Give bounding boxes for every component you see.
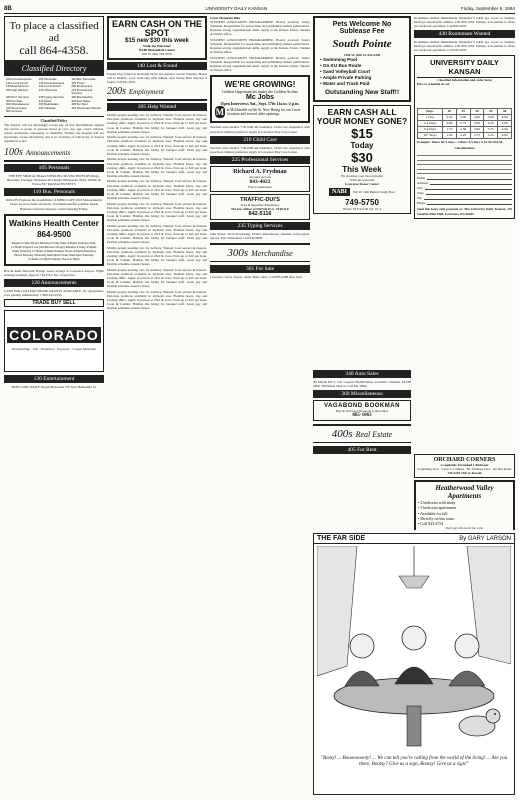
far-side-title-bar xyxy=(314,534,514,544)
rate-cell: 1 Day xyxy=(418,114,443,120)
directory-item: 225 Prof. Services xyxy=(6,94,29,99)
for-sale-text: Loveseat, couch, dresser, desks. Beds, table. Call 865-3489 after 5pm. xyxy=(210,275,303,280)
help-wanted-heading: 205 Help Wanted xyxy=(107,103,207,111)
orchard-list: Swimming Pool · Close to Campus · No Sublease Fees · On Bus Route xyxy=(417,467,512,472)
far-side-author: By GARY LARSON xyxy=(459,535,511,542)
directory-item: 110 Bus. Personals xyxy=(71,77,96,81)
bus-personals-text: DOLLFS Explores the possibilities of MIND CAFE 1016 Massachusetts Street. In-store items wholesale. Excellent benefits possible. Inside Business Lawrence Kansas. Grand Opening Friday. xyxy=(5,198,103,211)
colorado-text: Breckenridge · Vail · Steamboat · Keystone · Copper Mountain xyxy=(12,347,96,352)
rate-cell: 2-4 Days xyxy=(418,120,443,126)
announcements-number: 100s xyxy=(4,147,23,159)
directory-item: 215 Professional Services xyxy=(71,87,93,96)
real-estate-number: 400s xyxy=(331,428,353,441)
plasma-amount-today: $15 xyxy=(351,125,373,141)
seek-paragraph: STUDENT ASSOCIATES PROGRAMMER. Hourly position; Salary Schedule. Responsible for researching and publishing student publications. Requires strong organizational skills. Apply at the Kansas Union, Student Activities office. xyxy=(210,38,310,55)
help-wanted-paragraph: Mobile people needing cars for delivery. Wanted: food servers & bussers. Part-time positions available in Jayhawk area. Flexible hours, day and evening shifts. Apply in person at 23rd & Iowa. Earn up to $10 per hour. Cook & Cashier. Holiday Inn hiring for banquet staff. Great pay and flexible schedule around classes. xyxy=(107,135,207,156)
issue-date: Friday, September 9, 1994 xyxy=(460,6,515,11)
plasma-amount-week: $30 xyxy=(351,149,373,165)
plasma-hours: Hours: M-F 9-6:30 Sat. 10-4 xyxy=(343,206,381,211)
rate-cell: 2.50 xyxy=(456,126,470,132)
order-form xyxy=(414,55,515,219)
rate-header-cell: 25 xyxy=(484,108,498,114)
classified-directory-title: Classified Directory xyxy=(4,61,104,76)
rate-cell: 5.00 xyxy=(484,114,498,120)
orchard-heading: ORCHARD CORNERS xyxy=(433,457,496,463)
typing-heading: 235 Typing Services xyxy=(210,222,310,230)
form-field-line[interactable] xyxy=(426,192,512,195)
masthead-name: UNIVERSITY DAILY KANSAN xyxy=(205,6,268,11)
directory-item: 205 Help Wanted xyxy=(6,87,28,92)
directory-item: 310 Autos xyxy=(38,98,52,103)
earn-cash-walkins: Walk-ins Welcome! xyxy=(142,44,172,48)
rate-cell: 4.25 xyxy=(484,120,498,126)
directory-item: 405 For Rent xyxy=(71,102,88,107)
form-field-label: State xyxy=(417,191,424,196)
order-form-how: How to schedule an ad: xyxy=(417,81,450,86)
rate-header-cell: 20 xyxy=(470,108,484,114)
attorney-phone: 843-4023 xyxy=(249,178,271,185)
misc-heading: 360 Miscellaneous xyxy=(313,390,411,398)
directory-item: 130 Entertainment xyxy=(6,84,29,89)
feature-item: • Ample Private Parking xyxy=(320,75,372,81)
earn-cash-address: 816 W 24th 749-5750 xyxy=(142,52,172,56)
rate-header-cell: 10 xyxy=(442,108,456,114)
directory-item: 115 Lost & Found xyxy=(6,80,28,85)
traffic-heading: TRAFFIC-DUI'S xyxy=(240,196,280,203)
feature-item: • Water and Trash Paid xyxy=(320,81,370,87)
feature-item: • Swimming Pool xyxy=(320,57,358,63)
column-2 xyxy=(107,16,207,796)
help-wanted-paragraph: Mobile people needing cars for delivery. Wanted: food servers & bussers. Part-time positions available in Jayhawk area. Flexible hours, day and evening shifts. Apply in person at 23rd & Iowa. Earn up to $10 per hour. Cook & Cashier. Holiday Inn hiring for banquet staff. Great pay and flexible schedule around classes. xyxy=(107,267,207,289)
plasma-today: Today xyxy=(350,140,374,150)
rate-cell: 5-9 Days xyxy=(418,126,443,132)
teacher-text: Teachers aide needed. 7:30-9:00 am weekdays. Child care experience with preschool children preferred. Apply at Lawrence Day Care Center. xyxy=(210,125,310,134)
personals-heading: 105 Personals xyxy=(4,164,104,172)
real-estate-banner xyxy=(313,424,411,443)
seek-text xyxy=(210,20,310,72)
directory-item: 500 Services xyxy=(6,109,23,114)
directory-item: 360 Miscellaneous xyxy=(6,102,30,107)
attorney-tag: Free Consultation xyxy=(248,184,272,189)
column-4b xyxy=(313,368,411,530)
form-field-label: Address xyxy=(417,181,429,186)
far-side-title: THE FAR SIDE xyxy=(317,535,366,542)
rate-table-body xyxy=(418,114,512,138)
employment-number: 200s xyxy=(107,86,126,98)
earn-cash-heading: EARN CASH ON THE SPOT xyxy=(111,19,202,38)
plasma-phone: 749-5750 xyxy=(345,197,379,207)
auto-sales-text: '84 Mazda RX-7, red, 5-speed. 80,000 miles, excellent condition. $3,200 OBO. '88 Honda CRX si. Call 841-5890. xyxy=(313,380,411,389)
real-estate-word: Real Estate xyxy=(355,429,393,439)
heatherwood-item: • Directly on bus route xyxy=(418,515,455,521)
nabi-row xyxy=(316,188,408,196)
heatherwood-tag: Don't get left out in the cold. xyxy=(445,526,484,530)
directory-item: 235 Typing Services xyxy=(38,94,64,99)
directory-item: 300 Merchandise xyxy=(71,94,93,99)
announcements-word: Announcements xyxy=(25,148,71,157)
earn-cash-ad xyxy=(107,16,207,60)
form-field-label: Zip xyxy=(417,196,422,201)
roommate-wanted-text: Roommate needed immediately. Beautiful 3 bdrm apt. Close to campus, $220 per month plus utilities. Call 865-1234. Female, non-smoker to share two bedroom apartment. Call 843-5678. xyxy=(414,40,515,53)
golden-arches-icon: M xyxy=(215,107,225,118)
directory-item: 125 Travel xyxy=(71,80,85,85)
form-field-phone[interactable] xyxy=(417,201,512,205)
south-pointe-features xyxy=(317,57,407,87)
rate-cell: 2.25 xyxy=(456,132,470,138)
seek-heading: Great Mountain Bike xyxy=(210,16,241,20)
heatherwood-item: • Call 843-4754 xyxy=(418,521,444,527)
rate-header-cell: 30 xyxy=(498,108,512,114)
for-sale-heading: 305 For Sale xyxy=(210,265,310,273)
announcements-banner xyxy=(4,145,104,162)
column-1 xyxy=(4,16,104,796)
bob-kelli-text: Bob & Kelli Discount Flying! Great savings at Lawrence Airport. Flight training available. Open 8-7 M-F 9-5 Sat. Closed Sun. xyxy=(4,268,104,277)
classifications-heading: Classifications xyxy=(454,145,475,150)
vagabond-ad xyxy=(313,400,411,421)
help-wanted-text xyxy=(107,113,207,310)
policy-heading: Classified Policy xyxy=(40,118,68,123)
column-3 xyxy=(210,16,310,796)
for-rent-heading: 405 For Rent xyxy=(313,446,411,454)
traffic-phone: 842-5116 xyxy=(248,211,272,218)
rate-cell: 6.00 xyxy=(498,114,512,120)
child-care-heading: 210 Child Care xyxy=(210,136,310,144)
rate-row xyxy=(418,132,512,138)
seance-cartoon-illustration xyxy=(317,546,511,751)
merchandise-word: Merchandise xyxy=(251,248,293,258)
directory-item: 400 Real Estate xyxy=(38,102,59,107)
rate-cell: 4.00 xyxy=(470,114,484,120)
personals-text: THE EYE SHOP Art Blazes STERLING SILVER JEWELRY Rings, Bracelets, Earrings, Necklaces & Chokers Backpacks, Belts, Wallets & Purses 827 MASSACHUSETTS xyxy=(7,174,101,187)
heatherwood-item: • 2 bedroom with study xyxy=(418,500,456,506)
nabi-logo: NABI xyxy=(329,188,350,196)
directory-list xyxy=(4,76,104,117)
form-field-line[interactable] xyxy=(427,202,512,205)
lost-found-heading: 140 Lost & Found xyxy=(107,62,207,70)
help-wanted-paragraph: Mobile people needing cars for delivery. Wanted: food servers & bussers. Part-time positions available in Jayhawk area. Flexible hours, day and evening shifts. Apply in person at 23rd & Iowa. Earn up to $10 per hour. Cook & Cashier. Holiday Inn hiring for banquet staff. Great pay and flexible schedule around classes. xyxy=(107,223,207,244)
vagabond-sub: Buy & Sell Used Books & Collectables xyxy=(335,409,389,414)
watkins-title: Watkins Health Center xyxy=(9,217,99,228)
hiring-body: Golden Opportunities under the Golden Arches xyxy=(222,89,298,95)
rate-cell: 3.25 xyxy=(484,132,498,138)
form-field-address[interactable] xyxy=(417,181,512,185)
earn-cash-sub: $15 new $30 this week xyxy=(125,38,189,44)
form-field-line[interactable] xyxy=(430,182,512,185)
rent-ads-block xyxy=(414,452,515,530)
ad-copy-lines[interactable] xyxy=(417,152,512,175)
announcements-120-text: CASH FOR COLLEGE 900,000 GRANTS AVAILABLE. No repayments, ever. Qualify immediately. 1-800-243-2435. xyxy=(4,288,104,297)
south-pointe-heading: Pets Welcome No Sublease Fee xyxy=(332,21,392,35)
rate-cell: 10+ Days xyxy=(418,132,443,138)
directory-item: 100 Announcements xyxy=(6,77,32,81)
rate-example: Example: Times for 5 days—3 lines: $.5 days X $1.50=$16.50 xyxy=(417,139,503,144)
bus-personals-heading: 110 Bus. Personals xyxy=(4,188,104,196)
form-field-city[interactable] xyxy=(417,186,512,190)
rate-cell: 2.25 xyxy=(442,114,456,120)
orchard-address: 749-4226 15th & Kasold xyxy=(447,471,482,476)
rate-cell: 2.75 xyxy=(470,132,484,138)
traffic-dui-ad xyxy=(210,194,310,220)
attorney-sub: Attorney At Law xyxy=(248,174,272,179)
order-form-sub: Classified Information and order form xyxy=(437,77,492,82)
rate-cell: 1.50 xyxy=(442,132,456,138)
directory-item: 340 Auto Sales xyxy=(71,98,91,103)
heatherwood-item: • Available for fall xyxy=(418,510,448,516)
form-field-label: Phone xyxy=(417,201,426,206)
directory-item: 410 Roommates xyxy=(6,105,27,110)
merchandise-number: 300s xyxy=(227,247,249,260)
hiring-heading: WE'RE GROWING! xyxy=(224,80,296,90)
form-field-zip[interactable] xyxy=(417,196,512,200)
south-pointe-logo: South Pointe xyxy=(332,38,392,50)
plasma-heading: EARN CASH ALL YOUR MONEY GONE? xyxy=(316,106,408,126)
entertainment-heading: 130 Entertainment xyxy=(4,375,104,383)
mcdonalds-ad xyxy=(210,75,310,123)
form-field-state[interactable] xyxy=(417,191,512,195)
form-field-line[interactable] xyxy=(424,197,512,200)
hiring-location: Mc Jobs xyxy=(245,94,274,102)
rate-cell: 3.00 xyxy=(470,126,484,132)
policy-text: The Kansan will not knowingly accept any ad that discriminates against any person or group of persons based on race, sex, age, creed, religion, sexual orientation, nationality or disability. Further, the Kansan will not knowingly accept advertising that is in violation of University of Kansas regulation or law. xyxy=(4,123,104,144)
plasma-donate: By donating your blood plasma xyxy=(341,173,383,178)
heatherwood-features xyxy=(418,500,511,526)
watkins-phone: 864-9500 xyxy=(37,229,71,239)
form-fields xyxy=(417,176,512,205)
far-side-comic xyxy=(313,533,515,795)
south-pointe-tag: Outstanding New Staff!! xyxy=(324,89,400,97)
attorney-ad xyxy=(210,166,310,192)
rate-cell: 3.50 xyxy=(470,120,484,126)
form-field-line[interactable] xyxy=(425,187,512,190)
orchard-corners-ad xyxy=(414,454,515,478)
feature-item: • Sand Volleyball Court xyxy=(320,69,371,75)
place-ad-box xyxy=(4,16,104,61)
feature-item: • On KU Bus Route xyxy=(320,63,362,69)
hiring-hours: Open Interviews Sat., Sept. 17th 11a.m.-2 p.m. xyxy=(220,101,300,107)
trade-label: TRADE BUY SELL xyxy=(4,299,104,307)
prof-services-heading: 225 Professional Services xyxy=(210,156,310,164)
nabi-address: 816 W. 24th Behind Jandy Boat xyxy=(353,189,395,194)
help-wanted-paragraph: Mobile people needing cars for delivery. Wanted: food servers & bussers. Part-time positions available in Jayhawk area. Flexible hours, day and evening shifts. Apply in person at 23rd & Iowa. Earn up to $10 per hour. Cook & Cashier. Holiday Inn hiring for banquet staff. Great pay and flexible schedule around classes. xyxy=(107,113,207,134)
employment-banner xyxy=(107,84,207,101)
colorado-ad xyxy=(4,310,104,372)
merchandise-banner xyxy=(210,243,310,262)
rate-cell: 2.00 xyxy=(442,120,456,126)
place-ad-phone: call 864-4358. xyxy=(19,43,89,57)
roommate-wanted-heading: 430 Roommate Wanted xyxy=(414,30,515,38)
directory-item: 210 Child Care xyxy=(38,87,58,92)
seek-paragraph: STUDENT ASSOCIATES PROGRAMMER. Hourly position; Salary Schedule. Responsible for researching and publishing student publications. Requires strong organizational skills. Apply at the Kansas Union, Student Activities office. xyxy=(210,56,310,73)
rate-table xyxy=(417,108,512,139)
rate-cell: 2.75 xyxy=(456,120,470,126)
rate-header-cell: 15 xyxy=(456,108,470,114)
rate-cell: 3.75 xyxy=(484,126,498,132)
south-pointe-address: 2166 W. 26th St. 843-6446 xyxy=(343,53,381,57)
help-wanted-paragraph: Mobile people needing cars for delivery. Wanted: food servers & bussers. Part-time positions available in Jayhawk area. Flexible hours, day and evening shifts. Apply in person at 23rd & Iowa. Earn up to $10 per hour. Cook & Cashier. Holiday Inn hiring for banquet staff. Great pay and flexible schedule around classes. xyxy=(107,179,207,200)
plasma-center: Lawrence Donor Center xyxy=(344,181,380,186)
directory-item: 120 Announcements xyxy=(38,80,65,85)
directory-item: 420 Sublease xyxy=(38,105,56,110)
help-wanted-paragraph: Mobile people needing cars for delivery. Wanted: food servers & bussers. Part-time positions available in Jayhawk area. Flexible hours, day and evening shifts. Apply in person at 23rd & Iowa. Earn up to $10 per hour. Cook & Cashier. Holiday Inn hiring for banquet staff. Great pay and flexible schedule around classes. xyxy=(107,157,207,178)
form-field-label: Name xyxy=(417,176,426,181)
heatherwood-heading: Heatherwood Valley Apartments xyxy=(435,484,494,501)
vagabond-phone: 865-1063 xyxy=(352,413,372,419)
directory-item: 200 Employment xyxy=(71,84,93,89)
watkins-hours: Regular Clinic Hours Monday-Friday 8am-4:30pm Saturday 9am-11:30am Urgent Care (Additional Charge) Monday-Friday 4:30pm-10pm Saturday 11:30am-4:30pm Sunday Noon-4:30pm Pharmacy Hours Monday-Thursday 8am-8pm Friday 8am-6pm Saturday 9:30am-12:30pm Sunday Noon-4:30pm xyxy=(10,240,98,261)
order-form-filler xyxy=(417,86,512,106)
policy-section xyxy=(4,119,104,144)
rate-cell: 1.75 xyxy=(442,126,456,132)
directory-item: 140 Lost & Found xyxy=(38,84,61,89)
earn-cash-nabi: NABI Biomedical Center xyxy=(138,48,176,52)
traffic-sub: Trial & Appellate Experience xyxy=(240,202,280,207)
vagabond-heading: VAGABOND BOOKMAN xyxy=(324,403,400,410)
hiring-more: at McDonalds on 6th St. Now Hiring for our 2 new locations and several other openings. xyxy=(226,108,301,117)
form-field-label: City xyxy=(417,186,423,191)
directory-item: 105 Personals xyxy=(38,77,57,81)
traffic-office: The law offices of DONALD G. STROLE xyxy=(230,207,290,212)
lost-found-text: Found: Dog found on Overland Drive in Lawrence on last Tuesday. Please call to identify. Lost: Gold ring with initials, near Strong Hall. Reward if found. Call 841-2931. xyxy=(107,72,207,85)
help-wanted-paragraph: Mobile people needing cars for delivery. Wanted: food servers & bussers. Part-time positions available in Jayhawk area. Flexible hours, day and evening shifts. Apply in person at 23rd & Iowa. Earn up to $10 per hour. Cook & Cashier. Holiday Inn hiring for banquet staff. Great pay and flexible schedule around classes. xyxy=(107,245,207,267)
form-field-line[interactable] xyxy=(427,177,512,180)
help-wanted-paragraph: Mobile people needing cars for delivery. Wanted: food servers & bussers. Part-time positions available in Jayhawk area. Flexible hours, day and evening shifts. Apply in person at 23rd & Iowa. Earn up to $10 per hour. Cook & Cashier. Holiday Inn hiring for banquet staff. Great pay and flexible schedule around classes. xyxy=(107,289,207,311)
far-side-caption: "Booty! ... Booooooooty! ... We can tell you're calling from the world of the living! ... Are you there, Bootsy? Give us a sign, Bootsy! Give us a sign!" xyxy=(320,756,508,768)
seek-paragraph: STUDENT ASSOCIATES PROGRAMMER. Hourly position; Salary Schedule. Responsible for researching and publishing student publications. Requires strong organizational skills. Apply at the Kansas Union, Student Activities office. xyxy=(210,20,310,37)
employment-word: Employment xyxy=(128,87,164,96)
form-field-name[interactable] xyxy=(417,176,512,180)
form-note: Send this form with payment to: The University Daily Kansan, 119 Stauffer-Flint Hall, Lawrence, KS 66045 xyxy=(417,207,512,216)
help-wanted-paragraph: Mobile people needing cars for delivery. Wanted: food servers & bussers. Part-time positions available in Jayhawk area. Flexible hours, day and evening shifts. Apply in person at 23rd & Iowa. Earn up to $10 per hour. Cook & Cashier. Holiday Inn hiring for banquet staff. Great pay and flexible schedule around classes. xyxy=(107,201,207,222)
child-care-text xyxy=(210,146,310,154)
rate-cell: 3.00 xyxy=(456,114,470,120)
heatherwood-ad xyxy=(414,480,515,530)
rate-cell: 5.00 xyxy=(498,120,512,126)
place-ad-text: To place a classified ad xyxy=(9,20,99,44)
page-header xyxy=(4,4,515,14)
announcements-120-heading: 120 Announcements xyxy=(4,279,104,287)
south-pointe-ad xyxy=(313,16,411,102)
heatherwood-item: • 3 bedroom apartments xyxy=(418,505,457,511)
rate-cell: 4.00 xyxy=(498,132,512,138)
plasma-ad xyxy=(313,105,411,214)
rate-cell: 4.50 xyxy=(498,126,512,132)
rate-header-cell: Days xyxy=(418,108,443,114)
directory-item: 305 For Sale xyxy=(6,98,23,103)
typing-text: Like Writer, Word Processing, Printer dissertations, resumes, term papers, reports. Fast turnaround. Call 842-0899. xyxy=(210,232,310,241)
plasma-walkins: Walk-ins welcome xyxy=(349,177,375,182)
attorney-name: Richard A. Frydman xyxy=(233,168,287,175)
watkins-ad xyxy=(4,214,104,266)
auto-sales-heading: 340 Auto Sales xyxy=(313,370,411,378)
directory-item: 430 Roommate Wanted xyxy=(71,105,101,110)
page-number-left: 8B xyxy=(4,5,12,12)
room-paragraph: Roommate needed immediately. Beautiful 3 bdrm apt. Close to campus, $220 per month plus utilities. Call 865-1234. Female, non-smoker to share two bedroom apartment. Call 843-5678. xyxy=(414,16,515,29)
plasma-week: This Week xyxy=(342,164,382,174)
entertainment-text: FREE COOL DAILY Dream Bedrooms 720 New Hampshire St. xyxy=(11,385,97,390)
orchard-sub: Completely Furnished 1 Bedroom xyxy=(440,463,489,467)
mcdonalds-logo-row xyxy=(215,106,305,118)
child-care-paragraph: Teachers aide needed. 7:30-9:00 am weekdays. Child care experience with preschool children preferred. Apply at Lawrence Day Care Center. xyxy=(210,145,310,154)
room-top-text xyxy=(414,16,515,28)
order-form-heading: UNIVERSITY DAILY KANSAN xyxy=(417,58,512,78)
colorado-logo: COLORADO xyxy=(7,327,101,343)
